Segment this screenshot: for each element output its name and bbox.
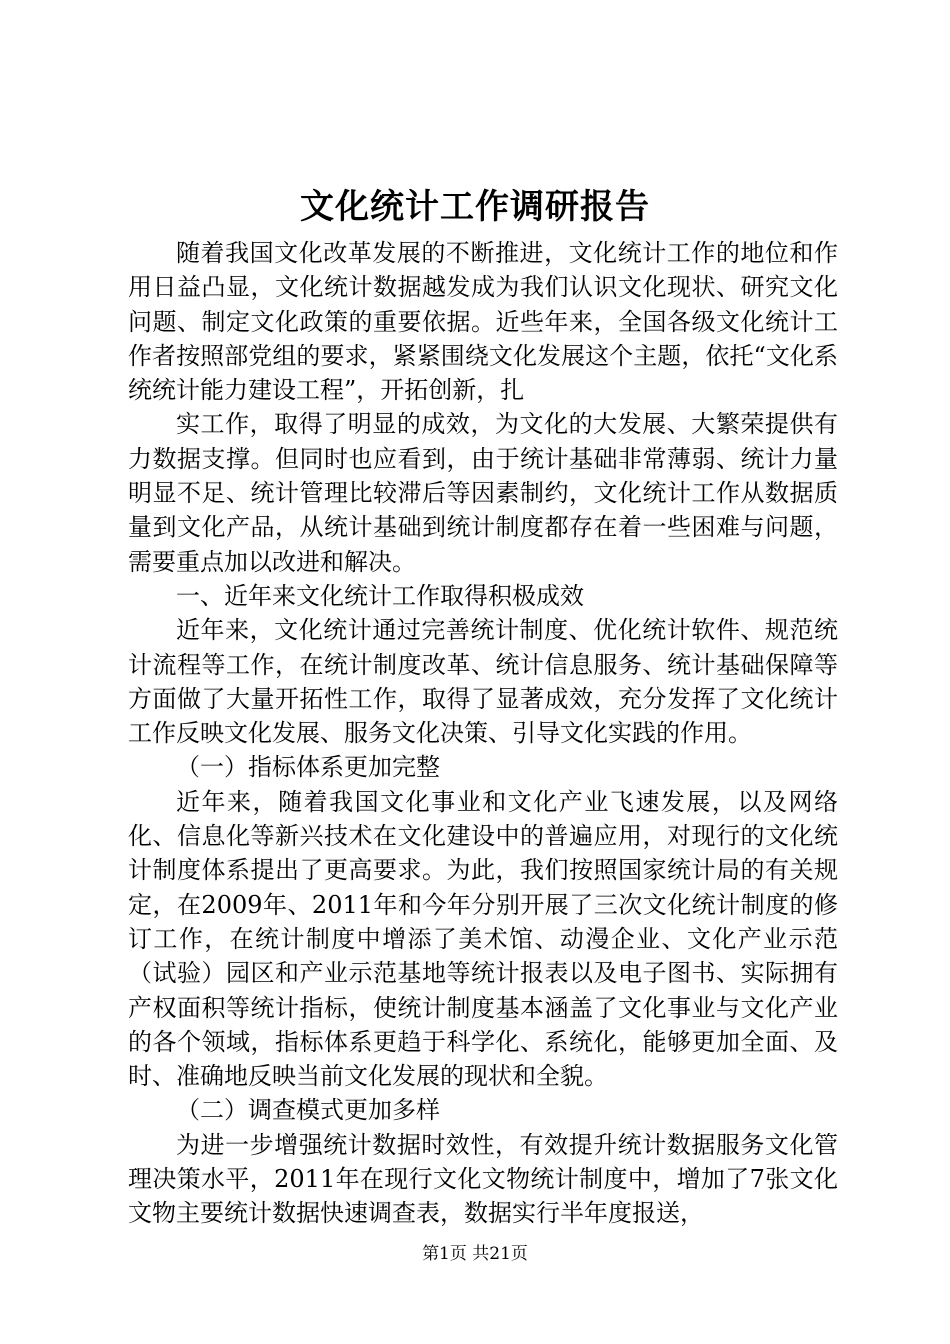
document-body [128, 236, 838, 1231]
paragraph-subsection-1: 近年来，随着我国文化事业和文化产业飞速发展，以及网络化、信息化等新兴技术在文化建设中的普遍应用，对现行的文化统计制度体系提出了更高要求。为此，我们按照国家统计局的有关规定，在2009年、2011年和今年分别开展了三次文化统计制度的修订工作，在统计制度中增添了美术馆、动漫企业、文化产业示范（试验）园区和产业示范基地等统计报表以及电子图书、实际拥有产权面积等统计指标，使统计制度基本涵盖了文化事业与文化产业的各个领域，指标体系更趋于科学化、系统化，能够更加全面、及时、准确地反映当前文化发展的现状和全貌。 [128, 787, 838, 1091]
subsection-heading-1: （一）指标体系更加完整 [176, 753, 440, 782]
section-heading-1: 一、近年来文化统计工作取得积极成效 [176, 581, 584, 610]
page-footer: 第1页 共21页 [422, 1244, 528, 1264]
paragraph-section-1: 近年来，文化统计通过完善统计制度、优化统计软件、规范统计流程等工作，在统计制度改革、统计信息服务、统计基础保障等方面做了大量开拓性工作，取得了显著成效，充分发挥了文化统计工作反映文化发展、服务文化决策、引导文化实践的作用。 [128, 616, 838, 748]
paragraph-subsection-2: 为进一步增强统计数据时效性，有效提升统计数据服务文化管理决策水平，2011年在现行文化文物统计制度中，增加了7张文化文物主要统计数据快速调查表，数据实行半年度报送， [128, 1130, 838, 1228]
paragraph-intro-continued: 实工作，取得了明显的成效，为文化的大发展、大繁荣提供有力数据支撑。但同时也应看到，由于统计基础非常薄弱、统计力量明显不足、统计管理比较滞后等因素制约，文化统计工作从数据质量到文化产品，从统计基础到统计制度都存在着一些困难与问题，需要重点加以改进和解决。 [128, 410, 838, 576]
paragraph-intro: 随着我国文化改革发展的不断推进，文化统计工作的地位和作用日益凸显，文化统计数据越发成为我们认识文化现状、研究文化问题、制定文化政策的重要依据。近些年来，全国各级文化统计工作者按照部党组的要求，紧紧围绕文化发展这个主题，依托“文化系统统计能力建设工程”，开拓创新，扎 [128, 239, 838, 405]
document-title: 文化统计工作调研报告 [300, 187, 650, 227]
subsection-heading-2: （二）调查模式更加多样 [176, 1096, 440, 1125]
